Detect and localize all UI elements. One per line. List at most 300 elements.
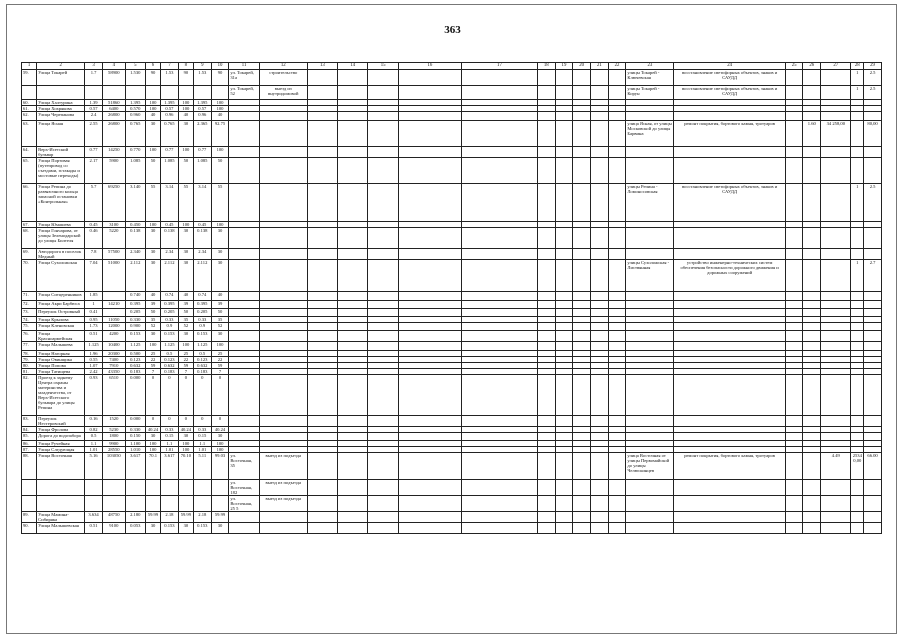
table-cell bbox=[785, 249, 803, 260]
table-cell: Улица Токарей bbox=[37, 70, 85, 86]
table-cell: 20300 bbox=[102, 351, 125, 357]
table-cell bbox=[259, 342, 307, 351]
table-cell: 52 bbox=[145, 323, 160, 331]
table-cell bbox=[785, 121, 803, 147]
table-cell bbox=[608, 121, 626, 147]
table-cell bbox=[555, 147, 573, 158]
table-cell: 83. bbox=[22, 416, 37, 427]
table-cell: 1 bbox=[851, 70, 864, 86]
table-cell: 22 bbox=[178, 357, 193, 363]
column-header: 13 bbox=[307, 63, 337, 70]
table-cell: 0.33 bbox=[193, 427, 211, 433]
table-cell bbox=[368, 70, 398, 86]
table-cell bbox=[608, 86, 626, 100]
table-cell: 51000 bbox=[102, 260, 125, 292]
table-cell bbox=[785, 86, 803, 100]
table-cell: 35 bbox=[178, 317, 193, 323]
table-cell: 0 bbox=[193, 375, 211, 416]
column-header: 23 bbox=[626, 63, 674, 70]
table-cell: Улица Акри Барбюса bbox=[37, 301, 85, 309]
table-cell bbox=[626, 480, 674, 496]
table-cell: 0.153 bbox=[161, 523, 179, 534]
table-cell bbox=[864, 416, 882, 427]
table-cell: 2.365 bbox=[193, 121, 211, 147]
table-cell: 0.395 bbox=[125, 301, 145, 309]
table-cell: Улица Ситцеренников bbox=[37, 292, 85, 301]
table-cell: 68. bbox=[22, 228, 37, 249]
table-cell bbox=[537, 147, 555, 158]
table-cell bbox=[591, 512, 609, 523]
table-cell bbox=[307, 301, 337, 309]
table-cell: 0.45 bbox=[85, 222, 103, 228]
table-cell bbox=[555, 309, 573, 317]
table-cell bbox=[851, 512, 864, 523]
table-cell bbox=[211, 86, 229, 100]
table-cell: 78. bbox=[22, 351, 37, 357]
table-cell: 89. bbox=[22, 512, 37, 523]
table-cell: 76. bbox=[22, 331, 37, 342]
table-cell: 50 bbox=[211, 309, 229, 317]
table-cell: 0.000 bbox=[125, 375, 145, 416]
table-cell: ул. Восточная, 25 5 bbox=[229, 496, 259, 512]
table-cell bbox=[591, 184, 609, 222]
table-cell bbox=[368, 512, 398, 523]
table-cell bbox=[785, 323, 803, 331]
table-cell bbox=[803, 184, 821, 222]
table-cell: Дорога до водозабора bbox=[37, 433, 85, 441]
table-cell: 72. bbox=[22, 301, 37, 309]
table-cell: Улица Крылова bbox=[37, 317, 85, 323]
table-cell: 52 bbox=[178, 323, 193, 331]
table-cell: 0.765 bbox=[161, 121, 179, 147]
table-cell: Переулок Нестеровский bbox=[37, 416, 85, 427]
table-cell: 0.138 bbox=[193, 228, 211, 249]
table-cell bbox=[864, 496, 882, 512]
table-cell: 2.5 bbox=[864, 184, 882, 222]
table-cell bbox=[785, 375, 803, 416]
table-cell bbox=[608, 496, 626, 512]
table-cell: 0.205 bbox=[193, 309, 211, 317]
table-cell: 2.42 bbox=[85, 369, 103, 375]
table-cell bbox=[851, 323, 864, 331]
table-cell: 90. bbox=[22, 523, 37, 534]
table-cell: восстановление светофорных объектов, знаков и САУДД bbox=[674, 70, 785, 86]
table-cell: 3.14 bbox=[161, 184, 179, 222]
table-cell bbox=[229, 147, 259, 158]
table-cell: Улица Фролова bbox=[37, 427, 85, 433]
table-cell bbox=[626, 323, 674, 331]
table-cell: 88. bbox=[22, 453, 37, 480]
table-cell bbox=[398, 292, 461, 301]
table-cell bbox=[398, 112, 461, 121]
table-cell bbox=[674, 480, 785, 496]
table-row bbox=[22, 147, 882, 158]
table-cell: 90 bbox=[211, 70, 229, 86]
table-cell: 10400 bbox=[102, 342, 125, 351]
table-cell bbox=[37, 480, 85, 496]
table-cell: Улица Восточная bbox=[37, 453, 85, 480]
table-cell bbox=[608, 260, 626, 292]
table-cell: 1.085 bbox=[125, 158, 145, 184]
table-cell bbox=[573, 86, 591, 100]
table-cell bbox=[462, 416, 538, 427]
table-cell: 25 bbox=[145, 351, 160, 357]
table-cell bbox=[626, 496, 674, 512]
table-cell bbox=[398, 301, 461, 309]
table-cell: 0.93 bbox=[85, 375, 103, 416]
table-cell bbox=[462, 147, 538, 158]
table-cell: 50 bbox=[211, 158, 229, 184]
table-cell bbox=[145, 86, 160, 100]
table-cell bbox=[102, 309, 125, 317]
table-cell bbox=[803, 228, 821, 249]
table-cell: 3100 bbox=[102, 222, 125, 228]
table-cell: Улица Юмашева bbox=[37, 222, 85, 228]
table-cell: 1.125 bbox=[125, 342, 145, 351]
table-cell bbox=[398, 309, 461, 317]
table-cell bbox=[368, 523, 398, 534]
table-cell bbox=[398, 184, 461, 222]
table-cell bbox=[851, 331, 864, 342]
table-cell: 2.34 bbox=[161, 249, 179, 260]
table-row bbox=[22, 496, 882, 512]
table-cell: 0.960 bbox=[125, 112, 145, 121]
table-cell bbox=[555, 331, 573, 342]
table-cell: 30 bbox=[211, 260, 229, 292]
table-cell bbox=[161, 496, 179, 512]
table-cell: Улица Ручейная bbox=[37, 441, 85, 447]
table-cell bbox=[368, 323, 398, 331]
table-cell bbox=[785, 496, 803, 512]
table-cell bbox=[573, 147, 591, 158]
table-cell: 50 bbox=[178, 158, 193, 184]
table-cell bbox=[821, 433, 851, 441]
table-cell bbox=[259, 416, 307, 427]
table-cell: 0.96 bbox=[161, 112, 179, 121]
table-cell: 30 bbox=[145, 121, 160, 147]
table-cell: 0.330 bbox=[125, 427, 145, 433]
table-cell: улица Ясная, от улицы Московской до улицы Барвина bbox=[626, 121, 674, 147]
table-cell bbox=[462, 323, 538, 331]
table-cell: 4200 bbox=[102, 331, 125, 342]
table-cell: 59.99 bbox=[211, 512, 229, 523]
table-cell bbox=[821, 249, 851, 260]
table-cell: 26800 bbox=[102, 121, 125, 147]
table-cell bbox=[229, 433, 259, 441]
table-cell bbox=[398, 496, 461, 512]
table-cell: 100 bbox=[178, 342, 193, 351]
table-cell: 80. bbox=[22, 363, 37, 369]
table-cell: 22 bbox=[211, 357, 229, 363]
table-cell bbox=[537, 323, 555, 331]
table-cell: Проезд к заднему Центра охраны материнства и младенчества, от Верх-Исетского бульвара до улицы Репина bbox=[37, 375, 85, 416]
table-cell bbox=[555, 453, 573, 480]
table-row bbox=[22, 342, 882, 351]
table-cell bbox=[674, 112, 785, 121]
table-cell: 100 bbox=[145, 441, 160, 447]
table-cell bbox=[368, 301, 398, 309]
table-cell bbox=[674, 416, 785, 427]
table-cell: 12000 bbox=[102, 323, 125, 331]
table-cell bbox=[573, 112, 591, 121]
table-cell bbox=[591, 228, 609, 249]
table-cell: 40.24 bbox=[178, 427, 193, 433]
table-cell: 9100 bbox=[102, 523, 125, 534]
table-cell bbox=[555, 86, 573, 100]
table-cell bbox=[785, 147, 803, 158]
table-cell: 5900 bbox=[102, 158, 125, 184]
table-cell bbox=[591, 323, 609, 331]
table-cell bbox=[398, 228, 461, 249]
table-cell bbox=[398, 260, 461, 292]
table-cell: Улица Малышева bbox=[37, 342, 85, 351]
table-cell: 0.632 bbox=[193, 363, 211, 369]
table-cell: 34 258,00 bbox=[821, 121, 851, 147]
table-cell: 70.10 bbox=[178, 453, 193, 480]
table-cell bbox=[259, 512, 307, 523]
table-cell: 7 bbox=[178, 369, 193, 375]
table-cell bbox=[821, 228, 851, 249]
table-cell bbox=[462, 309, 538, 317]
table-cell: 30 bbox=[145, 260, 160, 292]
table-cell bbox=[608, 416, 626, 427]
table-cell bbox=[591, 86, 609, 100]
table-cell bbox=[555, 496, 573, 512]
table-cell: 100 bbox=[145, 147, 160, 158]
column-header: 5 bbox=[125, 63, 145, 70]
table-cell bbox=[573, 249, 591, 260]
table-cell bbox=[573, 416, 591, 427]
table-cell bbox=[573, 121, 591, 147]
table-cell: 25340,00 bbox=[851, 453, 864, 480]
table-cell bbox=[85, 480, 103, 496]
table-row bbox=[22, 121, 882, 147]
table-cell bbox=[537, 433, 555, 441]
table-cell bbox=[803, 433, 821, 441]
table-cell bbox=[462, 121, 538, 147]
table-cell bbox=[821, 512, 851, 523]
table-cell: 40 bbox=[211, 292, 229, 301]
table-cell bbox=[307, 480, 337, 496]
table-cell bbox=[229, 260, 259, 292]
table-cell: 3.634 bbox=[85, 512, 103, 523]
table-cell: выезд из подъезда bbox=[259, 453, 307, 480]
table-cell bbox=[307, 112, 337, 121]
table-cell bbox=[368, 86, 398, 100]
table-cell bbox=[785, 433, 803, 441]
table-cell bbox=[555, 480, 573, 496]
table-cell: 28550 bbox=[102, 447, 125, 453]
table-cell bbox=[608, 70, 626, 86]
table-cell: 30 bbox=[145, 249, 160, 260]
table-cell bbox=[555, 512, 573, 523]
table-cell bbox=[573, 433, 591, 441]
table-row bbox=[22, 453, 882, 480]
table-cell bbox=[555, 228, 573, 249]
table-cell bbox=[537, 496, 555, 512]
table-cell: 0.900 bbox=[125, 323, 145, 331]
table-cell: 61. bbox=[22, 106, 37, 112]
table-cell bbox=[307, 309, 337, 317]
table-cell bbox=[229, 249, 259, 260]
table-cell: 0.183 bbox=[193, 369, 211, 375]
table-cell: 2.5 bbox=[864, 70, 882, 86]
table-cell: 11050 bbox=[102, 317, 125, 323]
table-cell: 59 bbox=[211, 363, 229, 369]
table-cell bbox=[591, 342, 609, 351]
table-cell bbox=[555, 260, 573, 292]
table-cell bbox=[398, 433, 461, 441]
table-cell bbox=[626, 331, 674, 342]
table-cell: 2.7 bbox=[864, 260, 882, 292]
table-cell: Улица Малышевская bbox=[37, 523, 85, 534]
table-cell bbox=[591, 158, 609, 184]
table-cell: 0.570 bbox=[125, 106, 145, 112]
table-cell bbox=[851, 375, 864, 416]
table-cell bbox=[608, 375, 626, 416]
table-cell bbox=[851, 228, 864, 249]
column-header: 2 bbox=[37, 63, 85, 70]
table-cell: 0.153 bbox=[193, 331, 211, 342]
table-cell bbox=[307, 323, 337, 331]
table-cell bbox=[22, 86, 37, 100]
table-cell: 100 bbox=[211, 447, 229, 453]
table-cell bbox=[573, 496, 591, 512]
table-cell bbox=[803, 86, 821, 100]
table-cell: 51860 bbox=[102, 100, 125, 106]
table-cell: 1.085 bbox=[193, 158, 211, 184]
table-cell: 0.500 bbox=[125, 351, 145, 357]
table-cell bbox=[573, 480, 591, 496]
table-cell bbox=[462, 184, 538, 222]
table-cell: 30 bbox=[178, 249, 193, 260]
table-cell bbox=[259, 112, 307, 121]
table-cell bbox=[591, 260, 609, 292]
table-cell: 0.000 bbox=[125, 416, 145, 427]
table-cell bbox=[462, 523, 538, 534]
table-cell: 0.395 bbox=[193, 301, 211, 309]
column-header: 21 bbox=[591, 63, 609, 70]
table-cell bbox=[573, 375, 591, 416]
table-cell bbox=[821, 86, 851, 100]
table-cell bbox=[608, 112, 626, 121]
table-cell bbox=[821, 323, 851, 331]
table-row bbox=[22, 323, 882, 331]
table-cell: 100 bbox=[178, 447, 193, 453]
table-cell bbox=[537, 228, 555, 249]
table-row bbox=[22, 331, 882, 342]
table-cell: Улица Татищева bbox=[37, 369, 85, 375]
table-cell: 5.16 bbox=[85, 453, 103, 480]
table-cell: 0 bbox=[211, 416, 229, 427]
table-cell: 0.51 bbox=[85, 523, 103, 534]
table-cell bbox=[591, 496, 609, 512]
table-cell bbox=[591, 292, 609, 301]
table-cell bbox=[259, 433, 307, 441]
table-cell: 0.765 bbox=[125, 121, 145, 147]
table-cell bbox=[573, 331, 591, 342]
table-cell bbox=[259, 323, 307, 331]
column-header: 10 bbox=[211, 63, 229, 70]
table-cell: 25 bbox=[178, 351, 193, 357]
table-cell: 40.24 bbox=[145, 427, 160, 433]
table-cell: 26800 bbox=[102, 112, 125, 121]
table-cell: 100 bbox=[178, 222, 193, 228]
table-cell: 0 bbox=[161, 375, 179, 416]
table-cell: 2.34 bbox=[193, 249, 211, 260]
table-cell bbox=[462, 292, 538, 301]
table-cell bbox=[537, 512, 555, 523]
column-header: 25 bbox=[785, 63, 803, 70]
table-cell bbox=[537, 112, 555, 121]
table-cell bbox=[821, 301, 851, 309]
table-cell bbox=[398, 480, 461, 496]
table-cell bbox=[259, 147, 307, 158]
table-cell bbox=[851, 301, 864, 309]
table-cell bbox=[591, 249, 609, 260]
table-cell: восстановление светофорных объектов, знаков и САУДД bbox=[674, 184, 785, 222]
table-cell bbox=[307, 121, 337, 147]
table-cell bbox=[462, 158, 538, 184]
column-header: 20 bbox=[573, 63, 591, 70]
table-cell bbox=[368, 453, 398, 480]
column-header: 16 bbox=[398, 63, 461, 70]
table-cell bbox=[821, 523, 851, 534]
table-cell bbox=[864, 112, 882, 121]
table-cell bbox=[591, 331, 609, 342]
table-cell bbox=[803, 480, 821, 496]
table-cell: 1.125 bbox=[161, 342, 179, 351]
table-cell bbox=[591, 147, 609, 158]
table-cell bbox=[803, 342, 821, 351]
table-cell bbox=[368, 249, 398, 260]
table-cell bbox=[537, 70, 555, 86]
table-cell: выезд из подъезда bbox=[259, 480, 307, 496]
table-cell bbox=[803, 453, 821, 480]
table-cell: 30 bbox=[145, 331, 160, 342]
table-row bbox=[22, 375, 882, 416]
table-cell bbox=[851, 249, 864, 260]
table-cell bbox=[368, 416, 398, 427]
table-cell bbox=[85, 496, 103, 512]
table-cell: 40 bbox=[178, 112, 193, 121]
table-cell: 70. bbox=[22, 260, 37, 292]
table-cell: улица Восточная от улицы Первомайской до улицы Челюскинцев bbox=[626, 453, 674, 480]
table-cell bbox=[608, 292, 626, 301]
table-cell: 30 bbox=[211, 523, 229, 534]
table-cell: 50 bbox=[145, 309, 160, 317]
table-row bbox=[22, 309, 882, 317]
table-cell bbox=[307, 147, 337, 158]
table-cell bbox=[608, 331, 626, 342]
table-cell: 60. bbox=[22, 100, 37, 106]
table-cell: ремонт покрытия, бортового камня, тротуаров bbox=[674, 121, 785, 147]
table-cell: 7910 bbox=[102, 363, 125, 369]
column-header: 6 bbox=[145, 63, 160, 70]
table-cell bbox=[626, 416, 674, 427]
table-cell: 40 bbox=[211, 112, 229, 121]
table-cell bbox=[626, 158, 674, 184]
table-cell bbox=[338, 228, 368, 249]
table-cell bbox=[211, 480, 229, 496]
table-cell: 0.33 bbox=[193, 317, 211, 323]
table-cell bbox=[462, 249, 538, 260]
table-cell bbox=[851, 523, 864, 534]
table-cell: 7400 bbox=[102, 357, 125, 363]
table-cell: 81. bbox=[22, 369, 37, 375]
table-cell: Улица Красноармейская bbox=[37, 331, 85, 342]
table-cell bbox=[821, 70, 851, 86]
